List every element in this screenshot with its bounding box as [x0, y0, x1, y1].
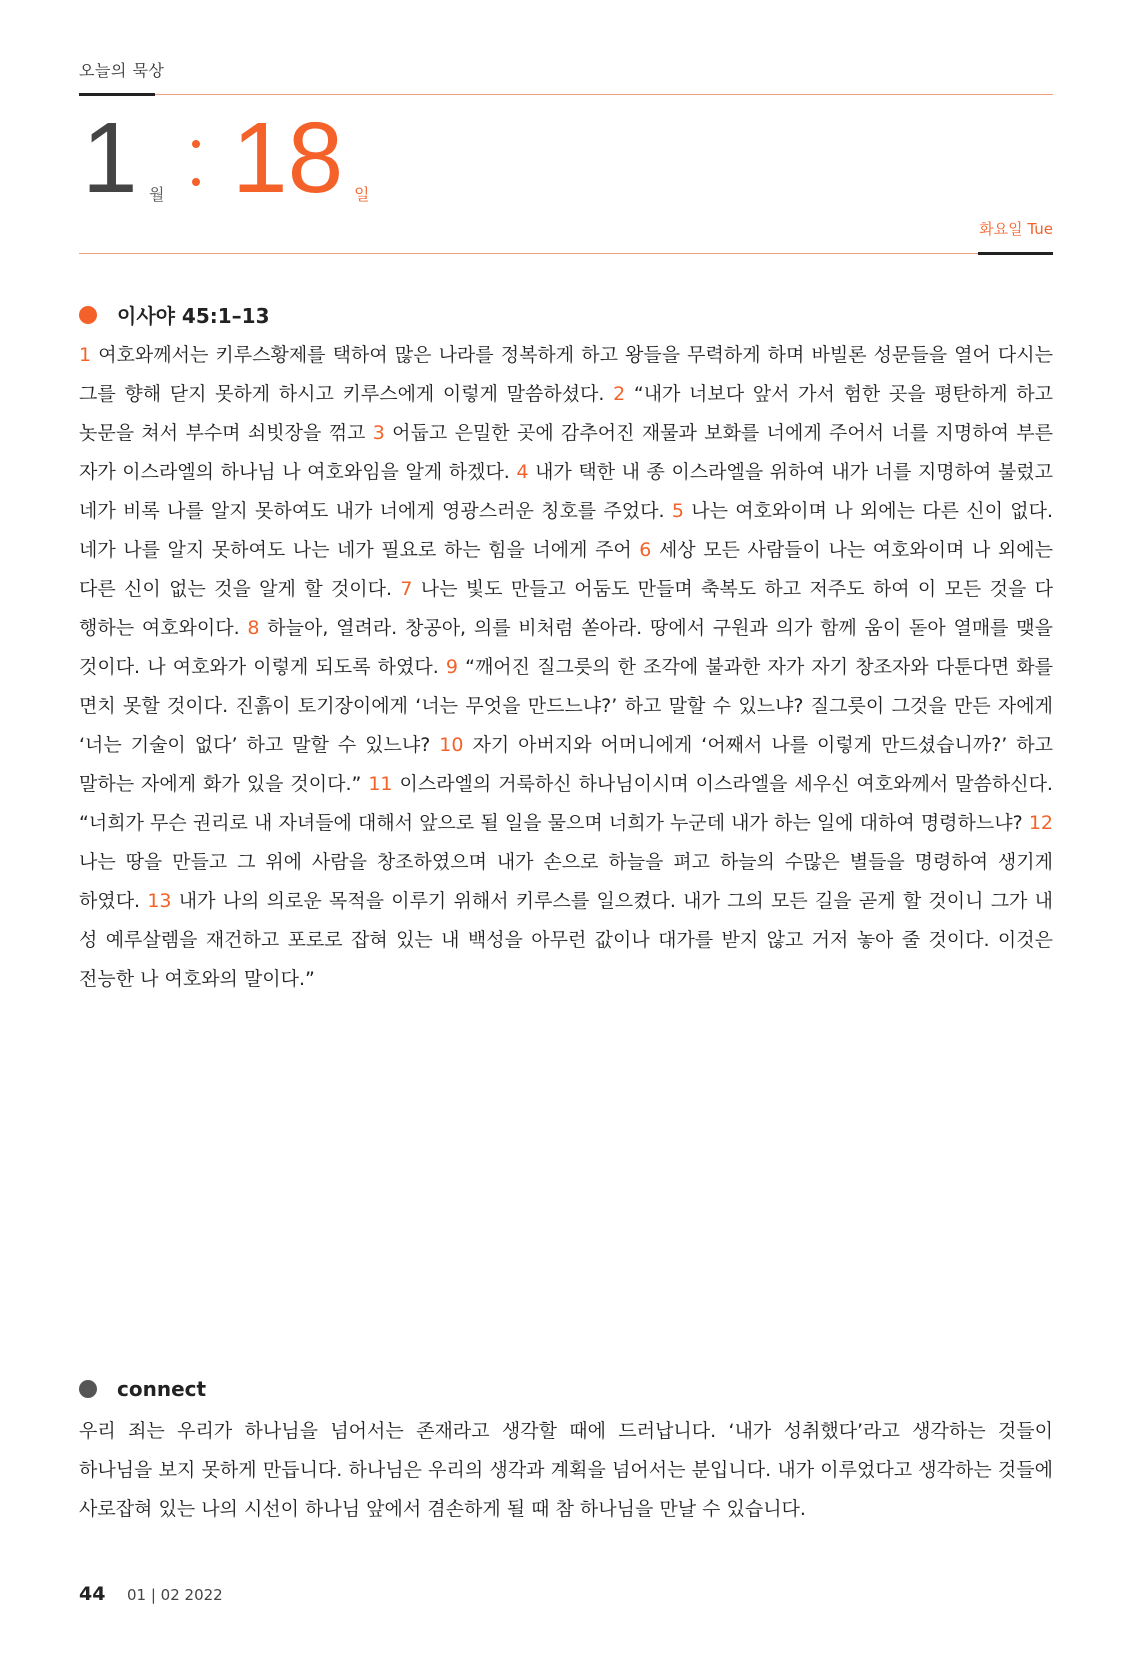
date-month: 1 [82, 102, 138, 214]
verse-number: 2 [613, 383, 626, 405]
verse-number: 9 [445, 656, 458, 678]
verse-text: 이스라엘의 거룩하신 하나님이시며 이스라엘을 세우신 여호와께서 말씀하신다. “너희가 무슨 권리로 내 자녀들에 대해서 앞으로 될 일을 물으며 너희가 누군데 내가 하는 일에 대하여 명령하느냐? [79, 773, 1053, 834]
date-rule-orange [79, 253, 978, 254]
verse-text: 여호와께서는 키루스황제를 택하여 많은 나라를 정복하게 하고 왕들을 무력하게 하며 바빌론 성문들을 열어 다시는 그를 향해 닫지 못하게 하시고 키루스에게 이렇게 말씀하셨다. [79, 344, 1053, 405]
date-rule-dark [978, 252, 1053, 255]
bullet-dot-icon [79, 1380, 97, 1398]
verse-number: 10 [439, 734, 464, 756]
verse-text: 어둡고 은밀한 곳에 감추어진 재물과 보화를 너에게 주어서 너를 지명하여 부른 자가 이스라엘의 하나님 나 여호와임을 알게 하겠다. [79, 422, 1053, 483]
connect-heading [79, 1377, 206, 1401]
scripture-heading [79, 300, 270, 329]
verse-text: 내가 나의 의로운 목적을 이루기 위해서 키루스를 일으켰다. 내가 그의 모든 길을 곧게 할 것이니 그가 내 성 예루살렘을 재건하고 포로로 잡혀 있는 내 백성을 아무런 값이나 대가를 받지 않고 거저 놓아 줄 것이다. 이것은 전능한 나 여호와의 말이다.” [79, 890, 1053, 990]
date-day-unit: 일 [354, 185, 370, 204]
verse-number: 8 [247, 617, 260, 639]
date-day: 18 [232, 102, 344, 214]
verse-number: 1 [79, 344, 92, 366]
verse-number: 12 [1028, 812, 1053, 834]
scripture-reference: 이사야 45:1–13 [117, 304, 270, 328]
verse-number: 4 [516, 461, 529, 483]
verse-text: 나는 빛도 만들고 어둠도 만들며 축복도 하고 저주도 하여 이 모든 것을 다 행하는 여호와이다. [79, 578, 1054, 639]
verse-number: 3 [372, 422, 385, 444]
verse-number: 13 [147, 890, 172, 912]
verse-text: 세상 모든 사람들이 나는 여호와이며 나 외에는 다른 신이 없는 것을 알게 할 것이다. [79, 539, 1053, 600]
verse-text: 자기 아버지와 어머니에게 ‘어째서 나를 이렇게 만드셨습니까?’ 하고 말하는 자에게 화가 있을 것이다.” [79, 734, 1054, 795]
colon-dot-bottom [192, 178, 200, 186]
issue-date: 01 | 02 2022 [127, 1586, 223, 1604]
date-colon [192, 140, 200, 192]
verse-text: 나는 여호와이며 나 외에는 다른 신이 없다. 네가 나를 알지 못하여도 나는 네가 필요로 하는 힘을 너에게 주어 [79, 500, 1054, 561]
verse-text: 내가 택한 내 종 이스라엘을 위하여 내가 너를 지명하여 불렀고 네가 비록 나를 알지 못하여도 내가 너에게 영광스러운 칭호를 주었다. [79, 461, 1053, 522]
header-rule-orange [155, 94, 1053, 95]
verse-text: 하늘아, 열려라. 창공아, 의를 비처럼 쏟아라. 땅에서 구원과 의가 함께 움이 돋아 열매를 맺을 것이다. 나 여호와가 이렇게 되도록 하였다. [79, 617, 1054, 678]
colon-dot-top [192, 140, 200, 148]
verse-number: 6 [639, 539, 652, 561]
page-number: 44 [79, 1583, 106, 1605]
bullet-dot-icon [79, 306, 97, 324]
connect-title: connect [117, 1377, 207, 1401]
section-label: 오늘의 묵상 [79, 61, 165, 80]
scripture-passage [79, 336, 1053, 999]
verse-text: “내가 너보다 앞서 가서 험한 곳을 평탄하게 하고 놋문을 쳐서 부수며 쇠빗장을 꺾고 [79, 383, 1053, 444]
verse-number: 7 [400, 578, 413, 600]
connect-text: 우리 죄는 우리가 하나님을 넘어서는 존재라고 생각할 때에 드러납니다. ‘내가 성취했다’라고 생각하는 것들이 하나님을 보지 못하게 만듭니다. 하나님은 우리의 생각과 계획을 넘어서는 분입니다. 내가 이루었다고 생각하는 것들에 사로잡혀 있는 나의 시선이 하나님 앞에서 겸손하게 될 때 참 하나님을 만날 수 있습니다. [79, 1420, 1053, 1520]
verse-text: 나는 땅을 만들고 그 위에 사람을 창조하였으며 내가 손으로 하늘을 펴고 하늘의 수많은 별들을 명령하여 생기게 하였다. [79, 851, 1053, 912]
date-weekday: 화요일 Tue [979, 220, 1053, 238]
verse-number: 5 [671, 500, 684, 522]
header-rule-dark [79, 93, 155, 96]
date-month-unit: 월 [149, 185, 165, 204]
verse-text: “깨어진 질그릇의 한 조각에 불과한 자가 자기 창조자와 다툰다면 화를 면치 못할 것이다. 진흙이 토기장이에게 ‘너는 무엇을 만드느냐?’ 하고 말할 수 있느냐? 질그릇이 그것을 만든 자에게 ‘너는 기술이 없다’ 하고 말할 수 있느냐? [79, 656, 1054, 756]
verse-number: 11 [368, 773, 393, 795]
